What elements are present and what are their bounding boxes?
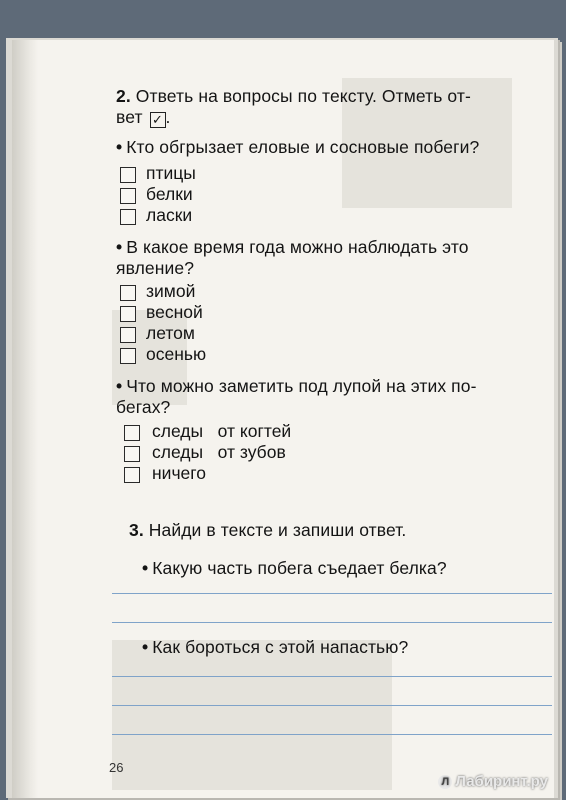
- task2-instruction-period: .: [165, 107, 171, 127]
- page-content: [12, 40, 554, 798]
- question-text: В какое время года можно наблюдать это: [126, 237, 469, 257]
- watermark: [438, 773, 548, 790]
- task2-heading-line1: [116, 86, 471, 106]
- answer-line-3[interactable]: [112, 676, 552, 677]
- task2-number: 2.: [116, 86, 131, 106]
- checkbox-squirrels[interactable]: [120, 188, 136, 204]
- option-label-squirrels: белки: [146, 184, 193, 204]
- question-magnifier-line1: [116, 376, 477, 396]
- checkbox-teeth-marks[interactable]: [124, 446, 140, 462]
- bullet-icon: •: [116, 376, 123, 396]
- answer-line-5[interactable]: [112, 734, 552, 735]
- checkbox-birds[interactable]: [120, 167, 136, 183]
- option-label-teeth-marks: следы от зубов: [152, 442, 286, 462]
- question-text: Как бороться с этой напастью?: [152, 637, 409, 657]
- workbook-page: [12, 40, 554, 798]
- checkbox-autumn[interactable]: [120, 348, 136, 364]
- task3-heading: [129, 520, 406, 540]
- question-which-part: [142, 558, 447, 578]
- question-text: Какую часть побега съедает белка?: [152, 558, 447, 578]
- checkbox-nothing[interactable]: [124, 467, 140, 483]
- option-label-summer: летом: [146, 323, 195, 343]
- answer-line-1[interactable]: [112, 593, 552, 594]
- option-label-autumn: осенью: [146, 344, 207, 364]
- option-label-winter: зимой: [146, 281, 196, 301]
- question-who-gnaws: [116, 137, 479, 157]
- checkmark-box-icon: ✓: [150, 112, 166, 128]
- question-text: Что можно заметить под лупой на этих по-: [126, 376, 477, 396]
- bullet-icon: •: [116, 237, 123, 257]
- option-label-claw-marks: следы от когтей: [152, 421, 292, 441]
- option-label-birds: птицы: [146, 163, 196, 183]
- watermark-text: Лабиринт.ру: [455, 773, 548, 790]
- bullet-icon: •: [142, 558, 149, 578]
- task2-instruction-line1: Ответь на вопросы по тексту. Отметь от-: [135, 86, 471, 106]
- checkbox-spring[interactable]: [120, 306, 136, 322]
- checkbox-weasels[interactable]: [120, 209, 136, 225]
- option-label-nothing: ничего: [152, 463, 207, 483]
- labirint-logo-icon: Л: [438, 775, 452, 789]
- question-season-line1: [116, 237, 469, 257]
- bullet-icon: •: [142, 637, 149, 657]
- task3-instruction: Найди в тексте и запиши ответ.: [148, 520, 407, 540]
- page-number: 26: [109, 760, 124, 775]
- option-label-weasels: ласки: [146, 205, 193, 225]
- answer-line-4[interactable]: [112, 705, 552, 706]
- question-season-line2: явление?: [116, 258, 195, 278]
- option-label-spring: весной: [146, 302, 203, 322]
- question-how-to-fight: [142, 637, 408, 657]
- task2-instruction-line2: вет: [116, 107, 143, 127]
- task3-number: 3.: [129, 520, 144, 540]
- question-text: Кто обгрызает еловые и сосновые побеги?: [126, 137, 480, 157]
- bullet-icon: •: [116, 137, 123, 157]
- checkbox-summer[interactable]: [120, 327, 136, 343]
- checkbox-winter[interactable]: [120, 285, 136, 301]
- checkbox-claw-marks[interactable]: [124, 425, 140, 441]
- question-magnifier-line2: бегах?: [116, 397, 171, 417]
- task2-heading-line2: [116, 107, 171, 128]
- answer-line-2[interactable]: [112, 622, 552, 623]
